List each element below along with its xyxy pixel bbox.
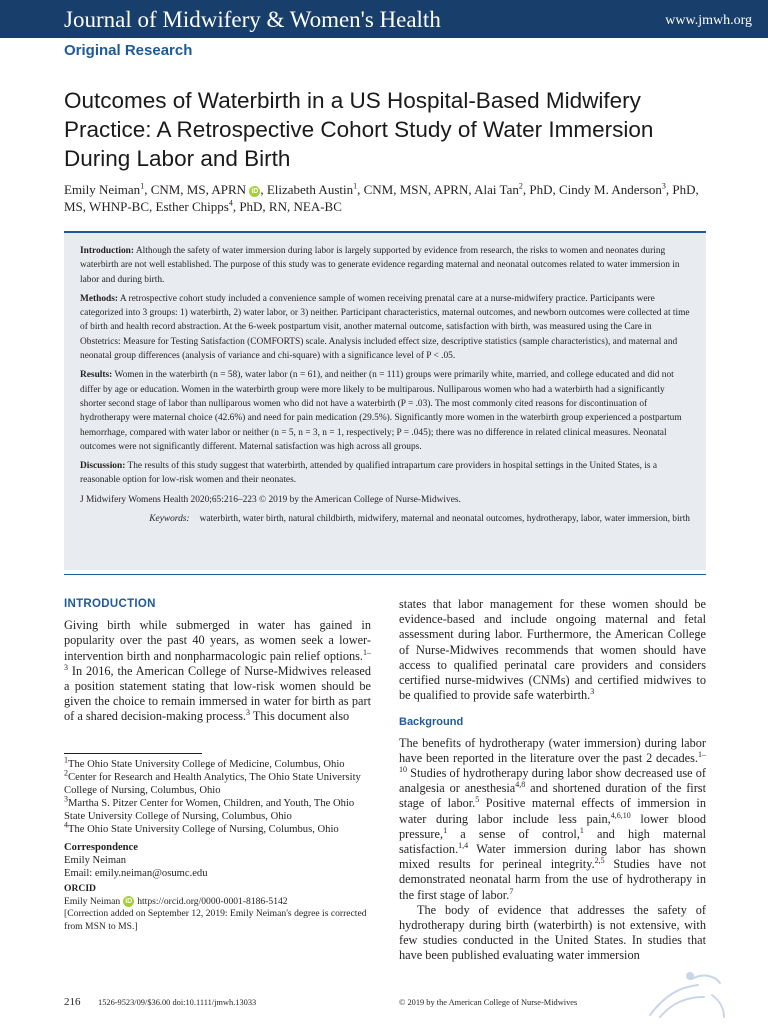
orcid-link[interactable]: https://orcid.org/0000-0001-8186-5142: [137, 896, 288, 908]
body-text: Water immersion during labor has shown mixed results for perineal integrity.: [399, 842, 706, 872]
journal-url[interactable]: www.jmwh.org: [665, 13, 752, 28]
citation-ref[interactable]: 2,5: [594, 856, 605, 866]
body-text: In 2016, the American College of Nurse-Midwives released a position statement stating that low-risk women should be given the choice to remain immersed in water for birth as part of a shared decision-making process.: [64, 663, 371, 724]
body-text: The benefits of hydrotherapy (water immersion) during labor have been reported in the literature over the past 2 decades.: [399, 735, 706, 765]
abstract-text: The results of this study suggest that waterbirth, attended by qualified intrapartum care providers in hospital settings in the United States, is a reasonable option for low-risk women and their neonates.: [80, 461, 658, 486]
affiliation-marker: 3: [661, 181, 666, 191]
citation-ref[interactable]: 1: [579, 825, 584, 835]
affiliation-marker: 2: [64, 768, 68, 778]
abstract-text: Women in the waterbirth (n = 58), water labor (n = 61), and neither (n = 111) groups were primarily white, married, and college educated and did not differ by age or education. Women in the waterbirth group were more likely to be multiparous. Nulliparous women who had a waterbirth had a significantly shorter second stage of labor than nulliparous women who did not have a waterbirth (P = .03). The most commonly cited reasons for discontinuation of hydrotherapy were maternal choice (42.6%) and need for pain medication (29.5%). Significantly more women in the waterbirth group experienced a postpartum hemorrhage, compared with water labor or neither (n = 5, n = 3, n = 1, respectively; P = .045); there was no difference in related clinical measures. Neonatal outcomes were not significantly different. Maternal satisfaction was high across all groups.: [80, 370, 682, 452]
journal-header-bar: [0, 0, 768, 38]
body-text: Studies have not demonstrated neonatal harm from the use of hydrotherapy in the first stage of labor.: [399, 857, 706, 902]
body-paragraph: [64, 618, 371, 724]
body-text: states that labor management for these women should be evidence-based and include ongoing maternal and fetal assessment during labor. Furthermore, the American College of Nurse-Midwives recommends that women should have access to qualified perinatal care providers and considers certified nurse-midwives (CNMs) and certified midwives to be qualified to provide safe waterbirth.: [399, 597, 706, 703]
author-credentials: , PhD, MS, WHNP-BC, Esther Chipps: [64, 182, 699, 214]
affiliation-marker: 1: [64, 755, 68, 765]
citation-ref[interactable]: 1,4: [458, 840, 469, 850]
citation-ref[interactable]: 3: [246, 708, 251, 718]
correspondence-name: Emily Neiman: [64, 854, 127, 866]
body-text: lower blood pressure,: [399, 811, 706, 841]
citation-ref[interactable]: 1–3: [64, 647, 371, 672]
left-column: [64, 597, 371, 725]
abstract-label: Introduction:: [80, 246, 135, 256]
orcid-icon[interactable]: iD: [251, 188, 259, 195]
body-paragraph: [399, 736, 706, 903]
citation-ref[interactable]: 3: [590, 687, 595, 697]
body-text: Positive maternal effects of immersion in water during labor include less pain,: [399, 796, 706, 826]
author-credentials: , PhD, Cindy M. Anderson: [522, 182, 662, 197]
affiliation-2: [64, 768, 371, 797]
author-credentials: , PhD, RN, NEA-BC: [232, 199, 342, 214]
article-title: Outcomes of Waterbirth in a US Hospital-Based Midwifery Practice: A Retrospective Cohort Study of Water Immersion During Labor and Birth: [64, 88, 654, 171]
body-text: Giving birth while submerged in water has gained in popularity over the past 40 years, as women seek a lower-intervention birth and nonpharmacologic pain relief options.: [64, 618, 371, 663]
keywords-text: waterbirth, water birth, natural childbirth, midwifery, maternal and neonatal outcomes, hydrotherapy, labor, water immersion, birth: [199, 514, 690, 525]
citation-ref[interactable]: 4,8: [515, 780, 526, 790]
affiliation-text: Center for Research and Health Analytics, The Ohio State University College of Nursing, Columbus, Ohio: [64, 772, 361, 797]
abstract-methods: [80, 292, 690, 363]
affiliation-1: [64, 755, 371, 771]
affiliation-marker: 1: [353, 181, 358, 191]
affiliation-marker: 4: [64, 820, 68, 830]
abstract-box: [64, 231, 706, 570]
doi-line: 1526-9523/09/$36.00 doi:10.1111/jmwh.13033: [98, 998, 257, 1007]
orcid-label: ORCID: [64, 882, 96, 894]
journal-citation: J Midwifery Womens Health 2020;65:216–223 © 2019 by the American College of Nurse-Midwives.: [80, 494, 461, 505]
abstract-introduction: [80, 244, 690, 287]
footnote-divider: [64, 753, 202, 754]
abstract-discussion: [80, 459, 690, 488]
author-name: , Elizabeth Austin: [260, 182, 354, 197]
affiliation-marker: 3: [64, 794, 68, 804]
abstract-label: Results:: [80, 370, 113, 381]
keywords-label: Keywords:: [149, 514, 190, 525]
affiliation-4: [64, 820, 371, 836]
affiliation-text: The Ohio State University College of Medicine, Columbus, Ohio: [68, 759, 345, 770]
section-divider: [64, 574, 706, 575]
citation-ref[interactable]: 4,6,10: [610, 810, 631, 820]
page-footer: [0, 996, 768, 1014]
journal-title: Journal of Midwifery & Women's Health: [64, 7, 441, 32]
affiliation-text: The Ohio State University College of Nursing, Columbus, Ohio: [68, 824, 339, 836]
author-list: [64, 181, 714, 215]
abstract-label: Discussion:: [80, 461, 126, 472]
copyright-line: © 2019 by the American College of Nurse-Midwives: [399, 998, 578, 1007]
correction-note: [Correction added on September 12, 2019: Emily Neiman's degree is corrected from MSN to MS.]: [64, 908, 367, 932]
body-paragraph: [399, 597, 706, 703]
abstract-text: A retrospective cohort study included a convenience sample of women receiving prenatal care at a nurse-midwifery practice. Participants were categorized into 3 groups: 1) waterbirth, 2) water labor, or 3) neither. Participant characteristics, maternal outcomes, and newborn outcomes were collected at time of birth and health record abstraction. At the 6-week postpartum visit, another maternal outcome, satisfaction with birth, was measured using the Care in Obstetrics: Measure for Testing Satisfaction (COMFORTS) scale. Analysis included effect size, descriptive statistics (sample characteristics), and maternal and neonatal group differences (analysis of variance and chi-square) with a significance level of P < .05.: [80, 293, 690, 362]
body-paragraph: The body of evidence that addresses the safety of hydrotherapy during birth (waterbirth) is not extensive, with few studies conducted in the United States. In studies that have been published evaluating water immersion: [399, 902, 706, 963]
page-number: 216: [64, 996, 81, 1008]
citation-ref[interactable]: 1: [443, 825, 448, 835]
introduction-heading: INTRODUCTION: [64, 598, 156, 610]
orcid-icon[interactable]: iD: [125, 898, 133, 906]
body-text: Studies of hydrotherapy during labor show decreased use of analgesia or anesthesia: [399, 766, 706, 796]
body-text: This document also: [250, 709, 350, 724]
abstract-text: Although the safety of water immersion during labor is largely supported by evidence from research, the risks to women and neonates during waterbirth are not well established. The purpose of this study was to generate evidence regarding maternal and neonatal outcomes related to water immersion in labor and during birth.: [80, 246, 680, 285]
body-text: and high maternal satisfaction.: [399, 826, 706, 857]
affiliation-marker: 1: [140, 181, 145, 191]
author-credentials: , CNM, MSN, APRN, Alai Tan: [357, 182, 519, 197]
affiliation-footnotes: [64, 755, 371, 933]
abstract-results: [80, 368, 690, 454]
citation-ref[interactable]: 7: [509, 886, 514, 896]
background-heading: Background: [399, 716, 464, 729]
body-text: and shortened duration of the first stage of labor.: [399, 781, 707, 811]
affiliation-marker: 4: [228, 198, 233, 208]
author-credentials: , CNM, MS, APRN: [144, 182, 247, 197]
section-type-label: Original Research: [64, 42, 193, 59]
citation-ref[interactable]: 5: [475, 795, 480, 805]
orcid-author-name: Emily Neiman: [64, 896, 121, 908]
affiliation-3: [64, 794, 371, 823]
body-text: a sense of control,: [447, 826, 580, 841]
correspondence-email[interactable]: Email: emily.neiman@osumc.edu: [64, 867, 208, 879]
author-name: Emily Neiman: [64, 182, 141, 197]
affiliation-text: Martha S. Pitzer Center for Women, Children, and Youth, The Ohio State University College of Nursing, Columbus, Ohio: [64, 798, 355, 823]
affiliation-marker: 2: [518, 181, 523, 191]
right-column: [399, 597, 706, 964]
correspondence-label: Correspondence: [64, 841, 138, 853]
orcid-entry: [64, 895, 371, 908]
abstract-label: Methods:: [80, 293, 119, 304]
citation-ref[interactable]: 1–10: [399, 749, 706, 774]
keywords: [80, 512, 690, 526]
